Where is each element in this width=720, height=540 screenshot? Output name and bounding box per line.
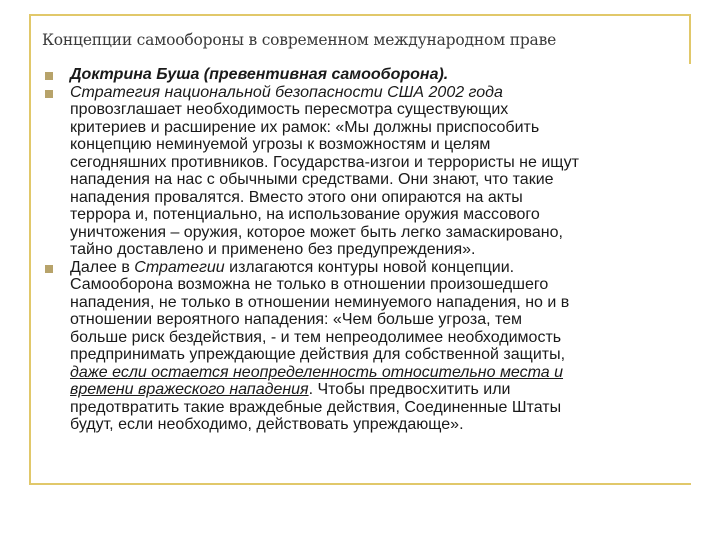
text-segment: сегодняшних противников. Государства-изгои и террористы не ищут <box>70 153 579 171</box>
text-segment: предотвратить такие враждебные действия, Соединенные Штаты <box>70 398 562 416</box>
text-line <box>70 66 672 84</box>
text-line <box>70 311 672 329</box>
text-line <box>70 189 672 207</box>
bottom-rule <box>29 483 691 485</box>
bullet-item <box>42 66 672 84</box>
square-bullet-icon <box>45 265 53 273</box>
text-line <box>70 171 672 189</box>
text-line <box>70 84 672 102</box>
text-line <box>70 154 672 172</box>
text-segment: больше риск бездействия, - и тем непреодолимее необходимость <box>70 328 562 346</box>
bullet-list <box>42 66 672 434</box>
text-line <box>70 294 672 312</box>
text-segment: нападения, не только в отношении неминуемого нападения, но и в <box>70 293 570 311</box>
text-segment: уничтожения – оружия, которое может быть легко замаскировано, <box>70 223 563 241</box>
text-segment: Далее в <box>70 258 135 276</box>
text-segment: террора и, потенциально, на использование оружия массового <box>70 206 540 223</box>
text-segment: нападения провалятся. Вместо этого они опираются на акты <box>70 188 523 206</box>
text-line <box>70 224 672 242</box>
text-segment: предпринимать упреждающие действия для собственной защиты, <box>70 346 566 363</box>
text-segment: провозглашает необходимость пересмотра существующих <box>70 101 509 118</box>
text-line <box>70 399 672 417</box>
text-line <box>70 259 672 277</box>
text-segment: Доктрина Буша (превентивная самооборона). <box>70 66 449 83</box>
text-line <box>70 381 672 399</box>
bullet-item <box>42 84 672 259</box>
text-segment: концепцию неминуемой угрозы к возможностям и целям <box>70 136 491 153</box>
text-line <box>70 346 672 364</box>
text-segment: отношении вероятного нападения: «Чем больше угроза, тем <box>70 311 523 328</box>
text-segment: времени вражеского нападения <box>70 381 309 398</box>
text-line <box>70 136 672 154</box>
text-segment: тайно доставлено и применено без предупреждения». <box>70 241 476 258</box>
text-segment: нападения на нас с обычными средствами. Они знают, что такие <box>70 171 554 188</box>
text-line <box>70 276 672 294</box>
left-frame-line <box>29 14 31 484</box>
slide-title: Концепции самообороны в современном международном праве <box>42 31 557 49</box>
text-segment: будут, если необходимо, действовать упреждающе». <box>70 416 464 433</box>
text-line <box>70 101 672 119</box>
text-line <box>70 416 672 434</box>
text-segment: излагаются контуры новой концепции. <box>224 258 515 276</box>
text-line <box>70 241 672 259</box>
text-line <box>70 329 672 347</box>
square-bullet-icon <box>45 72 53 80</box>
text-segment: даже если остается неопределенность относительно места и <box>70 363 564 381</box>
text-segment: . Чтобы предвосхитить или <box>308 381 511 398</box>
text-segment: Стратегия национальной безопасности США 2002 года <box>70 83 503 101</box>
square-bullet-icon <box>45 90 53 98</box>
text-line <box>70 206 672 224</box>
text-segment: Самооборона возможна не только в отношении произошедшего <box>70 276 549 293</box>
text-segment: Стратегии <box>134 258 225 276</box>
text-segment: критериев и расширение их рамок: «Мы должны приспособить <box>70 118 540 136</box>
bullet-item <box>42 259 672 434</box>
text-line <box>70 364 672 382</box>
text-line <box>70 119 672 137</box>
